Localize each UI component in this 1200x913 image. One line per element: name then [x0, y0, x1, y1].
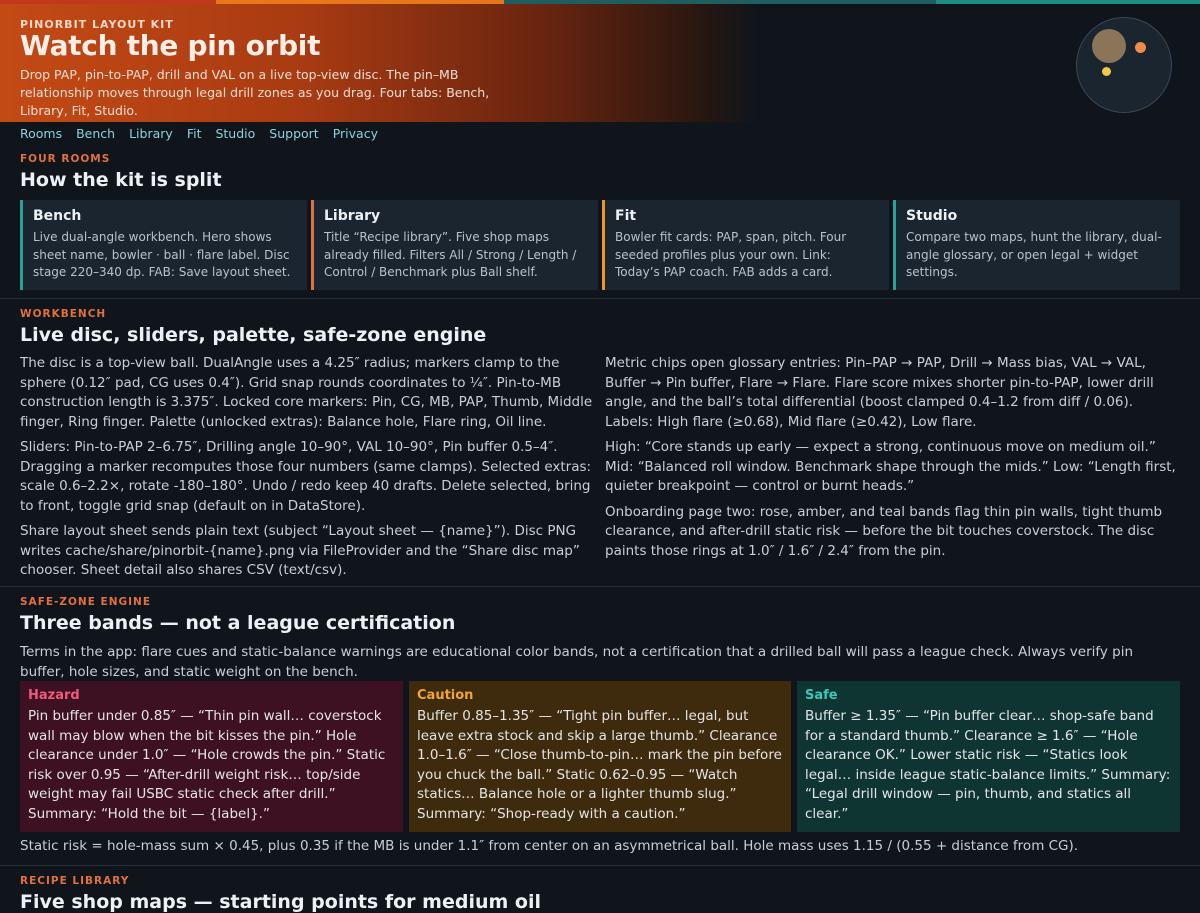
hero-banner — [0, 4, 1200, 122]
section-eyebrow: RECIPE LIBRARY — [20, 875, 130, 887]
band-card-hazard — [20, 681, 403, 832]
pin-marker-icon — [1135, 42, 1146, 53]
section-divider — [0, 586, 1200, 587]
workbench-paragraph: The disc is a top-view ball. DualAngle uses a 4.25″ radius; markers clamp to the sphere (0.12″ pad, CG uses 0.4″). Grid snap rounds coordinates to ¼″. Pin-to-MB construction length is 3.375″. Locked core markers: Pin, CG, MB, PAP, Thumb, Middle finger, Ring finger. Palette (unlocked extras): Balance hole, Flare ring, Oil line. — [20, 355, 593, 430]
band-title: Caution — [417, 688, 474, 703]
room-card-body: Compare two maps, hunt the library, dual-angle glossary, or open legal + widget settings. — [906, 230, 1162, 279]
section-divider — [0, 298, 1200, 299]
workbench-paragraph: High: “Core stands up early — expect a strong, continuous move on medium oil.” Mid: “Balanced roll window. Benchmark shape through the mids.” Low: “Length first, quieter breakpoint — control or burnt heads.” — [605, 439, 1176, 494]
band-card-safe — [797, 681, 1180, 832]
room-card-fit — [602, 200, 889, 290]
band-card-caution — [409, 681, 791, 832]
nav-link-library[interactable]: Library — [129, 126, 173, 141]
room-card-body: Title “Recipe library”. Five shop maps already filled. Filters All / Strong / Length / Control / Benchmark plus Ball shelf. — [324, 230, 577, 279]
band-body: Buffer ≥ 1.35″ — “Pin buffer clear… shop-safe band for a standard thumb.” Clearance ≥ 1.6″ — “Hole clearance OK.” Lower static risk — “Statics look legal… inside league static-balance limits.” Summary: “Legal drill window — pin, thumb, and statics all clear.” — [805, 708, 1171, 822]
hero-subtitle: Drop PAP, pin-to-PAP, drill and VAL on a live top-view disc. The pin–MB relationship moves through legal drill zones as you drag. Four tabs: Bench, Library, Fit, Studio. — [20, 67, 490, 118]
section-eyebrow: WORKBENCH — [20, 308, 107, 320]
section-title: Five shop maps — starting points for medium oil — [20, 891, 541, 913]
room-card-bench — [20, 200, 307, 290]
workbench-paragraph: Sliders: Pin-to-PAP 2–6.75″, Drilling angle 10–90°, VAL 10–90°, Pin buffer 0.5–4″. Dragging a marker recomputes those four numbers (same clamps). Selected extras: scale 0.6–2.2×, rotate -180–180°. Undo / redo keep 40 drafts. Delete selected, bring to front, toggle grid snap (default on in DataStore). — [20, 439, 592, 514]
nav-link-studio[interactable]: Studio — [215, 126, 256, 141]
room-card-title: Bench — [33, 208, 82, 224]
room-card-studio — [893, 200, 1180, 290]
section-title: Live disc, sliders, palette, safe-zone engine — [20, 324, 487, 346]
nav-link-support[interactable]: Support — [269, 126, 319, 141]
nav-link-fit[interactable]: Fit — [186, 126, 202, 141]
section-eyebrow: FOUR ROOMS — [20, 153, 111, 165]
rooms-grid — [20, 200, 1180, 290]
nav-link-privacy[interactable]: Privacy — [332, 126, 378, 141]
workbench-paragraph: Share layout sheet sends plain text (subject “Layout sheet — {name}”). Disc PNG writes cache/share/pinorbit-{name}.png via FileProvider and the “Share disc map” chooser. Sheet detail also shares CSV (text/csv). — [20, 523, 580, 578]
nav-link-bench[interactable]: Bench — [76, 126, 116, 141]
section-eyebrow: SAFE-ZONE ENGINE — [20, 596, 151, 608]
band-body: Buffer 0.85–1.35″ — “Tight pin buffer… legal, but leave extra stock and skip a large thumb.” Clearance 1.0–1.6″ — “Close thumb-to-pin… mark the pin before you chuck the ball.” Static 0.62–0.95 — “Watch statics… Balance hole or a lighter thumb slug.” Summary: “Shop-ready with a caution.” — [417, 708, 782, 822]
workbench-right-column — [605, 354, 1180, 567]
section-divider — [0, 865, 1200, 866]
ball-marker-icon — [1092, 29, 1126, 63]
workbench-paragraph: Metric chips open glossary entries: Pin–PAP → PAP, Drill → Mass bias, VAL → VAL, Buffer → Pin buffer, Flare → Flare. Flare score mixes shorter pin-to-PAP, lower drill angle, and the ball’s total differential (boost clamped 0.4–1.2 from diff / 0.06). Labels: High flare (≥0.68), Mid flare (≥0.42), Low flare. — [605, 355, 1154, 430]
room-card-body: Bowler fit cards: PAP, span, pitch. Four seeded profiles plus your own. Link: Today’s PAP coach. FAB adds a card. — [615, 230, 847, 279]
workbench-left-column — [20, 354, 598, 587]
page-title: Watch the pin orbit — [20, 29, 321, 62]
nav-link-rooms[interactable]: Rooms — [20, 126, 63, 141]
orbit-disc-logo — [1076, 17, 1172, 113]
static-risk-note: Static risk = hole-mass sum × 0.45, plus 0.35 if the MB is under 1.1″ from center on an asymmetrical ball. Hole mass uses 1.15 / (0.55 + distance from CG). — [20, 838, 1079, 854]
room-card-body: Live dual-angle workbench. Hero shows sheet name, bowler · ball · flare label. Disc stage 220–340 dp. FAB: Save layout sheet. — [33, 230, 291, 279]
room-card-title: Studio — [906, 208, 958, 224]
band-title: Hazard — [28, 688, 80, 703]
safezone-intro: Terms in the app: flare cues and static-balance warnings are educational color bands, not a certification that a drilled ball will pass a league check. Always verify pin buffer, hole sizes, and static weight on the bench. — [20, 644, 1134, 680]
room-card-library — [311, 200, 598, 290]
pap-marker-icon — [1102, 67, 1111, 76]
room-card-title: Fit — [615, 208, 637, 224]
band-title: Safe — [805, 688, 838, 703]
section-title: Three bands — not a league certification — [20, 612, 456, 634]
room-card-title: Library — [324, 208, 381, 224]
band-body: Pin buffer under 0.85″ — “Thin pin wall… coverstock wall may blow when the bit kisses the pin.” Hole clearance under 1.0″ — “Hole crowds the pin.” Static risk over 0.95 — “After-drill weight risk… top/side weight may fail USBC static check after drill.” Summary: “Hold the bit — {label}.” — [28, 708, 386, 822]
top-nav — [20, 126, 378, 141]
brand-eyebrow: PINORBIT LAYOUT KIT — [20, 18, 174, 31]
section-title: How the kit is split — [20, 169, 222, 191]
workbench-paragraph: Onboarding page two: rose, amber, and teal bands flag thin pin walls, tight thumb clearance, and after-drill static risk — before the bit touches coverstock. The disc paints those rings at 1.0″ / 1.6″ / 2.4″ from the pin. — [605, 503, 1163, 559]
